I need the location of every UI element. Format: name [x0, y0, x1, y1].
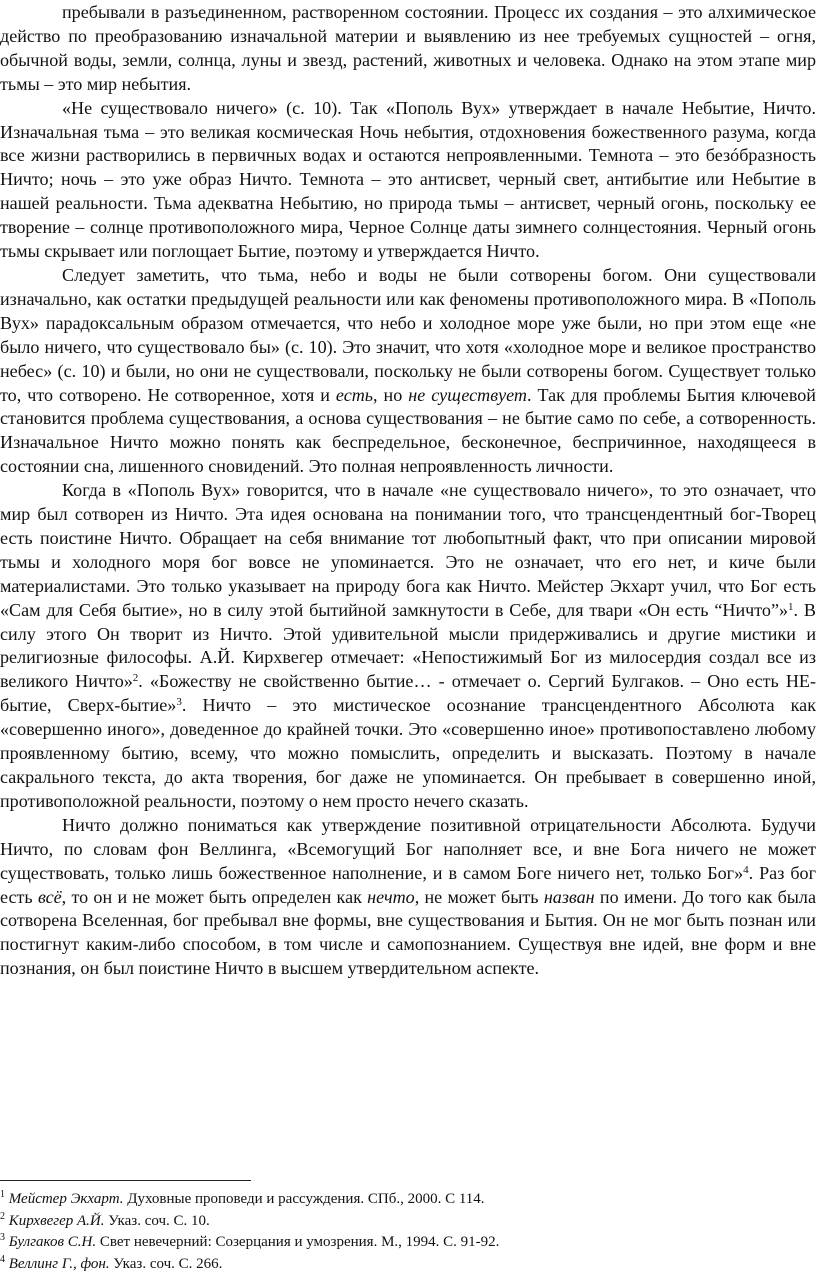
footnote-number: 1 [0, 1189, 5, 1200]
paragraph-4 [0, 479, 816, 814]
paragraph-4-text-c: . «Божеству не свойственно бытие… - отмечает о. Сергий Булгаков. – Оно есть НЕ-бытие, Сверх-бытие» [0, 671, 816, 715]
paragraph-3 [0, 264, 816, 479]
footnote-1 [0, 1189, 816, 1211]
footnote-number: 3 [0, 1232, 5, 1243]
footnote-text: Указ. соч. С. 266. [110, 1256, 223, 1272]
paragraph-5-italic-vsyo: всё [38, 887, 62, 907]
body-text [0, 1, 816, 981]
paragraph-3-text-a: Следует заметить, что тьма, небо и воды не были сотворены богом. Они существовали изначально, как остатки предыдущей реальности или как феномены противоположного мира. В «Пополь Вух» парадоксальным образом отмечается, что небо и холодное море уже были, но при этом еще «не было ничего, что существовало бы» (с. 10). Это значит, что хотя «холодное море и великое пространство небес» (с. 10) и были, но они не существовали, поскольку не были сотворены богом. Существует только то, что сотворено. Не сотворенное, хотя и [0, 265, 816, 405]
footnote-author: Веллинг Г., фон. [9, 1256, 110, 1272]
paragraph-4-text-d: . Ничто – это мистическое осознание трансцендентного Абсолюта как «совершенно иного», доведенное до крайней точки. Это «совершенно иное» противопоставлено любому проявленному бытию, всему, что можно помыслить, определить и высказать. Поэтому в начале сакрального текста, до акта творения, бог даже не упоминается. Он пребывает в совершенно иной, противоположной реальности, поэтому о нем просто нечего сказать. [0, 695, 816, 811]
footnote-ref-1[interactable]: 1 [788, 601, 794, 613]
paragraph-1-text: пребывали в разъединенном, растворенном состоянии. Процесс их создания – это алхимическое действо по преобразованию изначальной материи и выявлению из нее требуемых сущностей – огня, обычной воды, земли, солнца, луны и звезд, растений, животных и человека. Однако на этом этапе мир тьмы – это мир небытия. [0, 2, 816, 94]
paragraph-5-text-c: , то он и не может быть определен как [62, 887, 368, 907]
footnote-number: 2 [0, 1211, 5, 1222]
paragraph-3-text-c: . Так для проблемы Бытия ключевой становится проблема существования, а основа существования – не бытие само по себе, а сотворенность. Изначальное Ничто можно понять как беспредельное, бесконечное, беспричинное, находящееся в состоянии сна, лишенного сновидений. Это полная непроявленность личности. [0, 385, 816, 477]
paragraph-5-italic-nazvan: назван [544, 887, 595, 907]
footnote-3 [0, 1232, 816, 1254]
footnote-number: 4 [0, 1254, 5, 1265]
paragraph-5-text-b: . Раз бог есть [0, 863, 816, 907]
footnote-text: Указ. соч. С. 10. [105, 1213, 210, 1229]
paragraph-5-text-a: Ничто должно пониматься как утверждение позитивной отрицательности Абсолюта. Будучи Ничто, по словам фон Веллинга, «Всемогущий Бог наполняет все, и вне Бога ничего не может существовать, только лишь божественное наполнение, и в самом Боге ничего нет, только Бог» [0, 815, 816, 883]
footnote-divider [0, 1180, 251, 1181]
paragraph-2 [0, 97, 816, 264]
footnote-4 [0, 1254, 816, 1275]
paragraph-1 [0, 1, 816, 97]
paragraph-3-text-b: , но [373, 385, 408, 405]
footnote-ref-4[interactable]: 4 [743, 864, 749, 876]
footnote-ref-3[interactable]: 3 [176, 696, 182, 708]
paragraph-2-text: «Не существовало ничего» (с. 10). Так «Пополь Вух» утверждает в начале Небытие, Ничто. Изначальная тьма – это великая космическая Ночь небытия, отдохновения божественного разума, когда все жизни растворились в первичных водах и остаются непроявленными. Темнота – это безóбразность Ничто; ночь – это уже образ Ничто. Темнота – это антисвет, черный свет, антибытие или Небытие в нашей реальности. Тьма адекватна Небытию, но природа тьмы – антисвет, черный огонь, поскольку ее творение – солнце противоположного мира, Черное Солнце даты зимнего солнцестояния. Черный огонь тьмы скрывает или поглощает Бытие, поэтому и утверждается Ничто. [0, 98, 816, 261]
footnote-author: Кирхвегер А.Й. [9, 1213, 105, 1229]
paragraph-3-italic-ne-sushchestvuet: не существует [408, 385, 527, 405]
footnotes [0, 1180, 816, 1275]
paragraph-5-italic-nechto: нечто [367, 887, 415, 907]
footnote-author: Булгаков С.Н. [9, 1234, 96, 1250]
paragraph-4-text-b: . В силу этого Он творит из Ничто. Этой удивительной мысли придерживались и другие мистики и религиозные философы. А.Й. Кирхвегер отмечает: «Непостижимый Бог из милосердия создал все из великого Ничто» [0, 600, 816, 692]
footnote-author: Мейстер Экхарт. [9, 1191, 124, 1207]
paragraph-3-italic-est: есть [336, 385, 373, 405]
footnote-text: Свет невечерний: Созерцания и умозрения. М., 1994. С. 91-92. [96, 1234, 499, 1250]
paragraph-5-text-e: по имени. До того как была сотворена Вселенная, бог пребывал вне формы, вне существования и Бытия. Он не мог быть познан или постигнут каким-либо способом, в том числе и самопознанием. Существуя вне идей, вне форм и вне познания, он был поистине Ничто в высшем утвердительном аспекте. [0, 887, 816, 979]
paragraph-5 [0, 814, 816, 981]
footnote-2 [0, 1211, 816, 1233]
paragraph-4-text-a: Когда в «Пополь Вух» говорится, что в начале «не существовало ничего», то это означает, что мир был сотворен из Ничто. Эта идея основана на понимании того, что трансцендентный бог-Творец есть поистине Ничто. Обращает на себя внимание тот любопытный факт, что при описании мировой тьмы и холодного моря бог вовсе не упоминается. Это не означает, что его нет, и киче были материалистами. Это только указывает на природу бога как Ничто. Мейстер Экхарт учил, что Бог есть «Сам для Себя бытие», но в силу этой бытийной замкнутости в Себе, для твари «Он есть “Ничто”» [0, 480, 816, 620]
paragraph-5-text-d: , не может быть [415, 887, 544, 907]
footnote-text: Духовные проповеди и рассуждения. СПб., 2000. С 114. [123, 1191, 484, 1207]
footnote-ref-2[interactable]: 2 [133, 672, 139, 684]
